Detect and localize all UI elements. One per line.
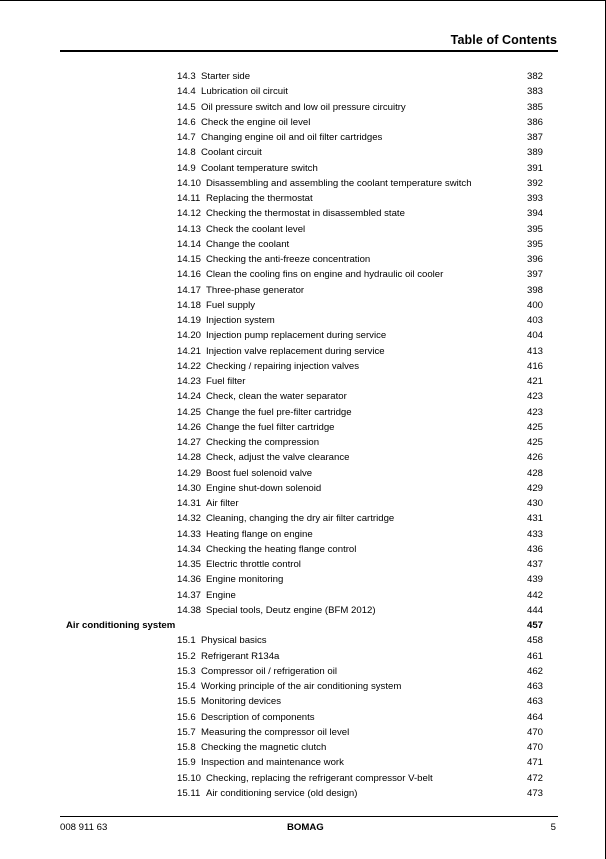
toc-entry-number: 14.10 — [177, 177, 202, 189]
toc-entry-number: 14.28 — [177, 452, 202, 464]
toc-entry-number: 15.10 — [177, 772, 202, 784]
toc-entry-title: Engine shut-down solenoid — [206, 482, 322, 494]
toc-entry[interactable] — [0, 511, 606, 526]
toc-entry-page: 457 — [526, 620, 543, 631]
toc-entry-number: 15.9 — [177, 757, 196, 769]
toc-entry-number: 14.35 — [177, 559, 202, 570]
toc-entry-number: 14.33 — [177, 528, 202, 540]
toc-entry-page: 395 — [526, 238, 543, 250]
toc-entry-number: 14.13 — [177, 223, 202, 235]
toc-entry-number: 14.29 — [177, 467, 202, 479]
toc-entry[interactable] — [0, 145, 606, 160]
toc-entry[interactable] — [0, 359, 606, 374]
toc-entry[interactable] — [0, 572, 606, 587]
page-title: Table of Contents — [450, 33, 557, 47]
toc-entry-number: 14.11 — [177, 193, 201, 204]
toc-entry-page: 423 — [526, 406, 543, 418]
toc-entry[interactable] — [0, 725, 606, 740]
toc-entry-page: 425 — [526, 437, 543, 448]
toc-entry[interactable] — [0, 466, 606, 481]
toc-entry-number: 14.21 — [177, 345, 202, 357]
toc-entry-page: 400 — [526, 299, 543, 311]
toc-entry[interactable] — [0, 664, 606, 679]
toc-entry-page: 461 — [526, 650, 543, 662]
toc-entry-number: 15.6 — [177, 711, 196, 723]
toc-entry[interactable] — [0, 267, 606, 282]
toc-entry-title: Replacing the thermostat — [206, 193, 313, 204]
toc-entry-title: Description of components — [201, 711, 315, 723]
toc-entry-title: Starter side — [201, 71, 251, 82]
toc-entry-number: 14.17 — [177, 284, 202, 296]
toc-entry-page: 395 — [526, 223, 543, 235]
toc-entry-number: 14.34 — [177, 543, 202, 555]
toc-entry[interactable] — [0, 435, 606, 450]
toc-entry-number: 14.25 — [177, 406, 202, 418]
toc-entry-number: 15.8 — [177, 742, 196, 753]
toc-entry-title: Checking the anti-freeze concentration — [206, 254, 371, 265]
toc-entry-page: 396 — [526, 254, 543, 265]
toc-entry-title: Change the fuel pre-filter cartridge — [206, 406, 352, 418]
toc-entry-number: 15.1 — [177, 635, 196, 647]
toc-entry[interactable] — [0, 481, 606, 496]
header-divider — [60, 50, 558, 52]
toc-entry-page: 416 — [526, 360, 543, 372]
toc-entry-title: Clean the cooling fins on engine and hydraulic oil cooler — [206, 269, 444, 281]
toc-entry-page: 393 — [526, 193, 543, 204]
toc-entry-title: Check the coolant level — [206, 223, 306, 235]
toc-entry-title: Coolant temperature switch — [201, 162, 318, 174]
toc-entry[interactable] — [0, 313, 606, 328]
toc-entry-number: 15.5 — [177, 696, 196, 708]
toc-entry-page: 387 — [526, 132, 543, 143]
toc-entry-title: Engine — [206, 589, 236, 601]
toc-entry[interactable] — [0, 771, 606, 786]
toc-entry-page: 463 — [526, 696, 543, 708]
toc-entry-number: 14.7 — [177, 132, 196, 143]
toc-entry-number: 14.27 — [177, 437, 202, 448]
toc-entry-number: 14.26 — [177, 421, 202, 433]
toc-entry[interactable] — [0, 405, 606, 420]
toc-entry-title: Injection pump replacement during service — [206, 330, 387, 342]
toc-entry[interactable] — [0, 374, 606, 389]
toc-entry[interactable] — [0, 420, 606, 435]
toc-entry-page: 394 — [526, 208, 543, 220]
toc-entry-page: 463 — [526, 681, 543, 692]
document-number: 008 911 63 — [60, 822, 108, 833]
toc-entry-page: 439 — [526, 574, 543, 586]
toc-entry[interactable] — [0, 222, 606, 237]
toc-entry-page: 444 — [526, 604, 543, 616]
toc-entry-page: 426 — [526, 452, 543, 464]
toc-entry-title: Coolant circuit — [201, 147, 262, 159]
toc-entry-page: 464 — [526, 711, 543, 723]
toc-entry[interactable] — [0, 603, 606, 618]
toc-entry-page: 423 — [526, 391, 543, 403]
toc-entry-title: Injection valve replacement during service — [206, 345, 385, 357]
toc-entry[interactable] — [0, 252, 606, 267]
toc-entry-number: 14.32 — [177, 513, 202, 525]
toc-entry-number: 15.11 — [177, 787, 201, 799]
toc-entry[interactable] — [0, 588, 606, 603]
toc-entry-title: Fuel filter — [206, 376, 246, 387]
toc-entry-title: Change the fuel filter cartridge — [206, 421, 335, 433]
toc-entry[interactable] — [0, 389, 606, 404]
toc-entry-title: Changing engine oil and oil filter cartridges — [201, 132, 383, 143]
toc-entry[interactable] — [0, 84, 606, 99]
toc-entry-page: 437 — [526, 559, 543, 570]
toc-entry-page: 403 — [526, 315, 543, 326]
toc-entry-page: 433 — [526, 528, 543, 540]
toc-entry-page: 389 — [526, 147, 543, 159]
toc-entry[interactable] — [0, 237, 606, 252]
toc-entry[interactable] — [0, 542, 606, 557]
toc-entry-page: 404 — [526, 330, 543, 342]
brand-name: BOMAG — [287, 822, 324, 833]
toc-entry[interactable] — [0, 283, 606, 298]
toc-entry-page: 386 — [526, 116, 543, 128]
toc-entry-title: Heating flange on engine — [206, 528, 313, 540]
toc-entry-page: 458 — [526, 635, 543, 647]
toc-entry-page: 383 — [526, 86, 543, 98]
toc-entry[interactable] — [0, 557, 606, 572]
toc-entry-number: 15.7 — [177, 726, 196, 738]
toc-entry-title: Fuel supply — [206, 299, 256, 311]
toc-entry-number: 14.4 — [177, 86, 196, 98]
toc-entry[interactable] — [0, 527, 606, 542]
toc-entry-page: 392 — [526, 177, 543, 189]
toc-entry-number: 14.15 — [177, 254, 202, 265]
toc-entry[interactable] — [0, 130, 606, 145]
toc-entry-title: Lubrication oil circuit — [201, 86, 288, 98]
toc-entry[interactable] — [0, 496, 606, 511]
toc-entry-number: 14.5 — [177, 101, 196, 113]
table-of-contents — [0, 69, 606, 801]
toc-entry-title: Boost fuel solenoid valve — [206, 467, 313, 479]
toc-entry[interactable] — [0, 755, 606, 770]
toc-entry-page: 391 — [526, 162, 543, 174]
toc-entry-page: 398 — [526, 284, 543, 296]
toc-entry[interactable] — [0, 633, 606, 648]
toc-section-heading[interactable] — [0, 618, 606, 633]
page-number: 5 — [550, 822, 556, 833]
toc-entry-title: Cleaning, changing the dry air filter cartridge — [206, 513, 395, 525]
toc-entry[interactable] — [0, 176, 606, 191]
toc-entry-page: 428 — [526, 467, 543, 479]
toc-entry-page: 421 — [526, 376, 543, 387]
toc-entry-title: Checking, replacing the refrigerant compressor V-belt — [206, 772, 433, 784]
toc-entry-page: 431 — [526, 513, 543, 525]
toc-entry-title: Compressor oil / refrigeration oil — [201, 665, 337, 677]
toc-entry-number: 14.3 — [177, 71, 196, 82]
toc-section-title: Air conditioning system — [66, 620, 176, 631]
toc-entry-title: Checking the heating flange control — [206, 543, 357, 555]
toc-entry-number: 14.20 — [177, 330, 202, 342]
toc-entry[interactable] — [0, 694, 606, 709]
toc-entry[interactable] — [0, 649, 606, 664]
toc-entry-page: 425 — [526, 421, 543, 433]
toc-entry-title: Checking the thermostat in disassembled state — [206, 208, 405, 220]
toc-entry-page: 397 — [526, 269, 543, 281]
toc-entry-page: 385 — [526, 101, 543, 113]
toc-entry-number: 15.3 — [177, 665, 196, 677]
toc-entry-title: Inspection and maintenance work — [201, 757, 344, 769]
toc-entry-title: Check, clean the water separator — [206, 391, 347, 403]
toc-entry[interactable] — [0, 328, 606, 343]
toc-entry-number: 14.14 — [177, 238, 202, 250]
footer-divider — [60, 816, 558, 817]
toc-entry-title: Check, adjust the valve clearance — [206, 452, 350, 464]
toc-entry-number: 14.36 — [177, 574, 202, 586]
toc-entry[interactable] — [0, 450, 606, 465]
toc-entry[interactable] — [0, 115, 606, 130]
toc-entry-number: 14.19 — [177, 315, 202, 326]
toc-entry-page: 436 — [526, 543, 543, 555]
toc-entry-number: 14.37 — [177, 589, 202, 601]
toc-entry[interactable] — [0, 298, 606, 313]
toc-entry-title: Engine monitoring — [206, 574, 284, 586]
toc-entry-number: 14.31 — [177, 498, 202, 509]
toc-entry-title: Oil pressure switch and low oil pressure circuitry — [201, 101, 406, 113]
toc-entry-title: Electric throttle control — [206, 559, 301, 570]
toc-entry-title: Working principle of the air conditioning system — [201, 681, 402, 692]
toc-entry[interactable] — [0, 69, 606, 84]
toc-entry-title: Change the coolant — [206, 238, 290, 250]
toc-entry-number: 14.6 — [177, 116, 196, 128]
toc-entry-page: 462 — [526, 665, 543, 677]
toc-entry-number: 14.9 — [177, 162, 196, 174]
toc-entry-page: 473 — [526, 787, 543, 799]
toc-entry-number: 15.4 — [177, 681, 196, 692]
toc-entry-number: 14.24 — [177, 391, 202, 403]
toc-entry[interactable] — [0, 191, 606, 206]
toc-entry-title: Injection system — [206, 315, 275, 326]
toc-entry-page: 470 — [526, 742, 543, 753]
toc-entry-number: 14.38 — [177, 604, 202, 616]
toc-entry[interactable] — [0, 206, 606, 221]
toc-entry-number: 15.2 — [177, 650, 196, 662]
toc-entry-number: 14.23 — [177, 376, 202, 387]
toc-entry[interactable] — [0, 740, 606, 755]
toc-entry-number: 14.8 — [177, 147, 196, 159]
toc-entry-page: 413 — [526, 345, 543, 357]
toc-entry-number: 14.16 — [177, 269, 202, 281]
toc-entry[interactable] — [0, 786, 606, 801]
toc-entry[interactable] — [0, 344, 606, 359]
toc-entry-title: Checking / repairing injection valves — [206, 360, 360, 372]
toc-entry-title: Monitoring devices — [201, 696, 281, 708]
toc-entry-number: 14.22 — [177, 360, 202, 372]
toc-entry-title: Refrigerant R134a — [201, 650, 280, 662]
toc-entry-title: Three-phase generator — [206, 284, 305, 296]
page-top-border — [0, 0, 606, 1]
toc-entry-title: Disassembling and assembling the coolant temperature switch — [206, 177, 472, 189]
toc-entry-number: 14.18 — [177, 299, 202, 311]
toc-entry-page: 471 — [526, 757, 543, 769]
toc-entry-number: 14.30 — [177, 482, 202, 494]
toc-entry-page: 430 — [526, 498, 543, 509]
toc-entry-title: Measuring the compressor oil level — [201, 726, 350, 738]
toc-entry-page: 470 — [526, 726, 543, 738]
toc-entry-page: 382 — [526, 71, 543, 82]
toc-entry[interactable] — [0, 710, 606, 725]
toc-entry-title: Physical basics — [201, 635, 267, 647]
toc-entry-title: Air conditioning service (old design) — [206, 787, 358, 799]
toc-entry-title: Checking the magnetic clutch — [201, 742, 327, 753]
toc-entry-page: 472 — [526, 772, 543, 784]
toc-entry-number: 14.12 — [177, 208, 202, 220]
toc-entry[interactable] — [0, 161, 606, 176]
toc-entry-title: Check the engine oil level — [201, 116, 311, 128]
toc-entry-page: 442 — [526, 589, 543, 601]
toc-entry-title: Checking the compression — [206, 437, 320, 448]
toc-entry[interactable] — [0, 679, 606, 694]
toc-entry-title: Air filter — [206, 498, 239, 509]
toc-entry[interactable] — [0, 100, 606, 115]
toc-entry-title: Special tools, Deutz engine (BFM 2012) — [206, 604, 376, 616]
toc-entry-page: 429 — [526, 482, 543, 494]
